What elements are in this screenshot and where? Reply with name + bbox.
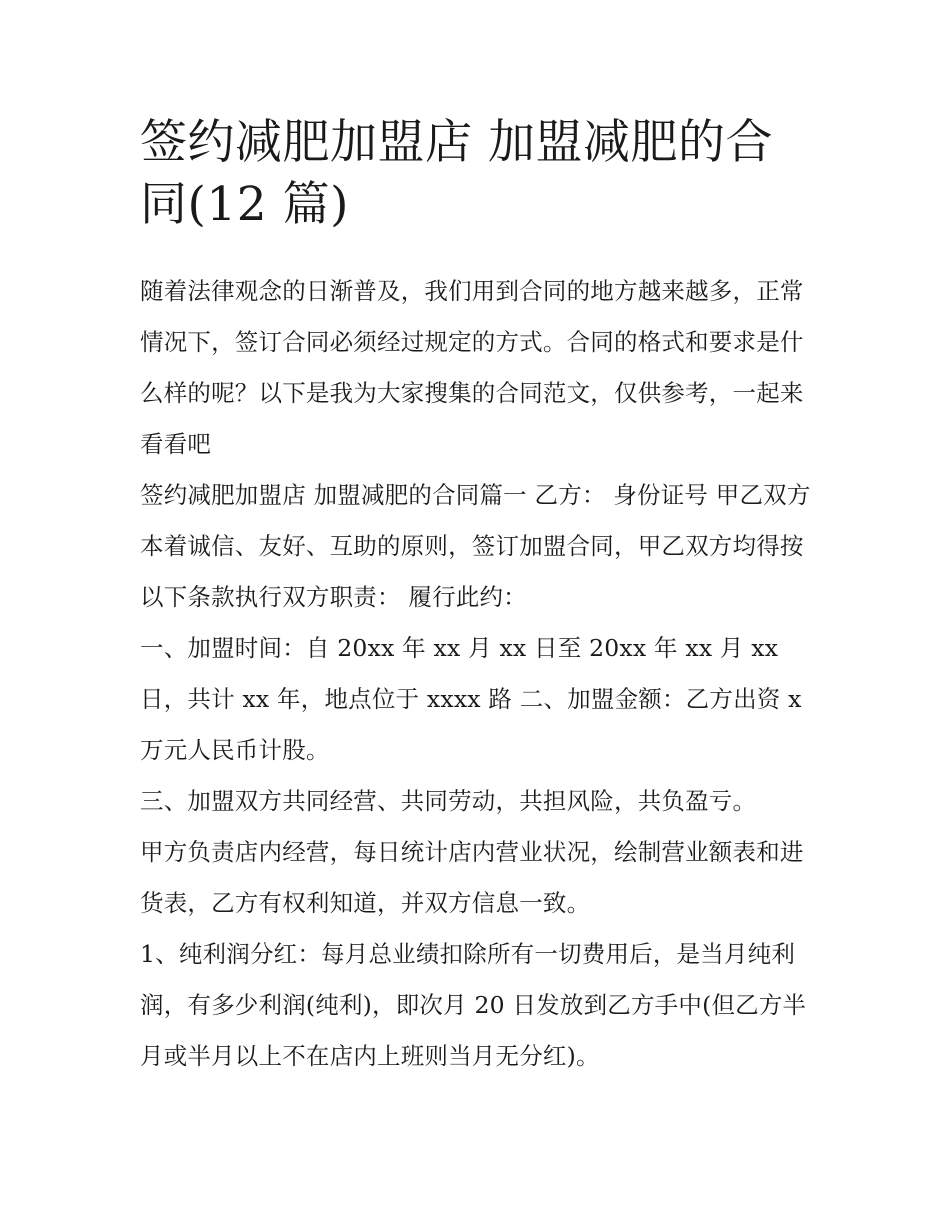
paragraph-contract-header: 签约减肥加盟店 加盟减肥的合同篇一 乙方： 身份证号 甲乙双方本着诚信、友好、互助的原则，签订加盟合同，甲乙双方均得按以下条款执行双方职责： 履行此约：	[140, 481, 811, 611]
paragraph-profit-share: 1、纯利润分红：每月总业绩扣除所有一切费用后，是当月纯利润，有多少利润(纯利)，即次月 20 日发放到乙方手中(但乙方半月或半月以上不在店内上班则当月无分红)。	[140, 940, 807, 1070]
paragraph-intro: 随着法律观念的日渐普及，我们用到合同的地方越来越多，正常情况下，签订合同必须经过规定的方式。合同的格式和要求是什么样的呢？以下是我为大家搜集的合同范文，仅供参考，一起来看看吧	[140, 277, 804, 458]
paragraph-clause-1: 一、加盟时间：自 20xx 年 xx 月 xx 日至 20xx 年 xx 月 xx 日，共计 xx 年，地点位于 xxxx 路 二、加盟金额：乙方出资 x 万元人民币计股。	[140, 634, 802, 764]
paragraph-party-a-duty: 甲方负责店内经营，每日统计店内营业状况，绘制营业额表和进货表，乙方有权利知道，并双方信息一致。	[140, 838, 804, 917]
paragraph-clause-3: 三、加盟双方共同经营、共同劳动，共担风险，共负盈亏。	[140, 787, 757, 815]
document-page	[140, 112, 815, 1082]
document-title: 签约减肥加盟店 加盟减肥的合同(12 篇)	[140, 115, 773, 232]
